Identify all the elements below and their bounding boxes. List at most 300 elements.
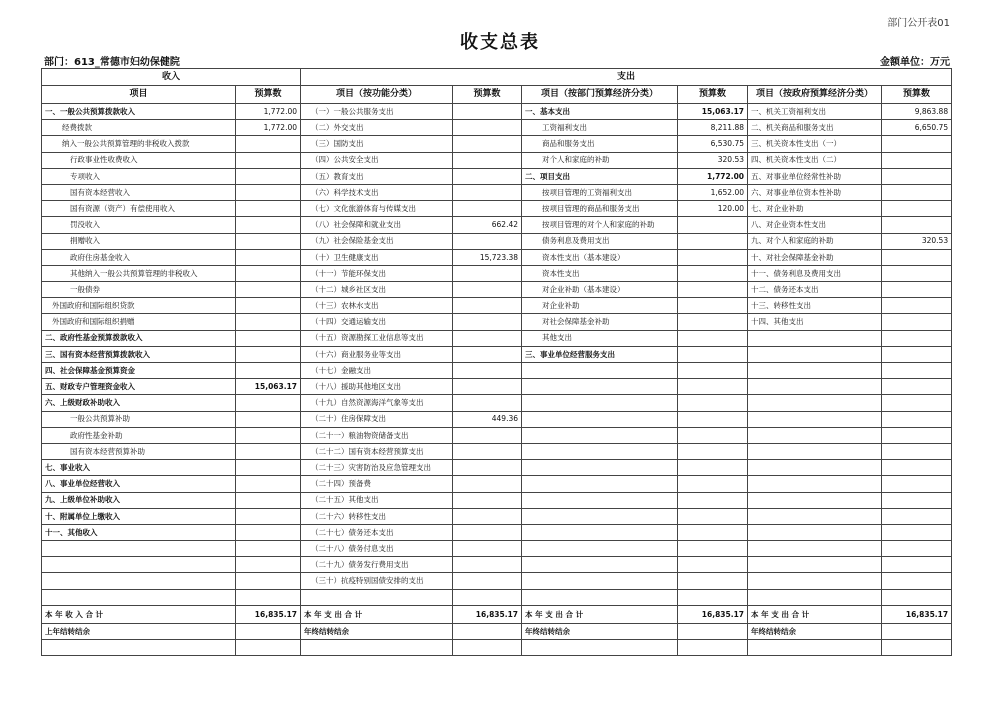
dept-econ-amount — [678, 282, 748, 298]
function-amount — [453, 201, 522, 217]
income-item: 罚没收入 — [42, 217, 236, 233]
income-amount — [236, 524, 301, 540]
gov-econ-amount — [882, 346, 952, 362]
gov-econ-amount — [882, 249, 952, 265]
income-header: 收入 — [42, 69, 301, 86]
income-item: 经费拨款 — [42, 120, 236, 136]
function-item: （十八）援助其他地区支出 — [301, 379, 453, 395]
function-amount — [453, 508, 522, 524]
function-amount — [453, 379, 522, 395]
function-amount — [453, 136, 522, 152]
gov-econ-amount — [882, 379, 952, 395]
income-item: 外国政府和国际组织捐赠 — [42, 314, 236, 330]
unit-label: 金额单位：万元 — [880, 57, 950, 68]
function-amount — [453, 298, 522, 314]
dept-econ-item: 对个人和家庭的补助 — [522, 152, 678, 168]
dept-econ-amount — [678, 557, 748, 573]
total-row — [42, 605, 952, 623]
function-amount: 15,723.38 — [453, 249, 522, 265]
gov-econ-item — [748, 541, 882, 557]
table-row — [42, 265, 952, 281]
dept-econ-amount — [678, 476, 748, 492]
income-amount — [236, 314, 301, 330]
income-item: 十一、其他收入 — [42, 524, 236, 540]
table-cell — [678, 640, 748, 656]
function-amount — [453, 314, 522, 330]
gov-econ-item: 九、对个人和家庭的补助 — [748, 233, 882, 249]
income-amount — [236, 282, 301, 298]
income-item: 一般公共预算补助 — [42, 411, 236, 427]
gov-econ-item: 十一、债务利息及费用支出 — [748, 265, 882, 281]
function-amount — [453, 346, 522, 362]
dept-econ-item: 一、基本支出 — [522, 104, 678, 120]
table-row — [42, 282, 952, 298]
function-amount — [453, 557, 522, 573]
income-item: 专项收入 — [42, 168, 236, 184]
income-amount: 1,772.00 — [236, 104, 301, 120]
gov-econ-amount — [882, 136, 952, 152]
form-number: 部门公开表01 — [887, 18, 950, 29]
function-item: （二）外交支出 — [301, 120, 453, 136]
function-item: （十六）商业服务业等支出 — [301, 346, 453, 362]
gov-econ-amount — [882, 573, 952, 589]
function-amount — [453, 265, 522, 281]
gov-econ-amount: 6,650.75 — [882, 120, 952, 136]
gov-econ-amount — [882, 201, 952, 217]
gov-econ-item: 五、对事业单位经常性补助 — [748, 168, 882, 184]
function-amount — [453, 427, 522, 443]
gov-econ-amount — [882, 460, 952, 476]
gov-econ-item: 十四、其他支出 — [748, 314, 882, 330]
gov-econ-amount — [882, 265, 952, 281]
dept-econ-amount — [678, 411, 748, 427]
function-item: （二十三）灾害防治及应急管理支出 — [301, 460, 453, 476]
income-item: 二、政府性基金预算拨款收入 — [42, 330, 236, 346]
dept-econ-item — [522, 476, 678, 492]
gov-econ-item — [748, 363, 882, 379]
function-item — [301, 589, 453, 605]
table-cell — [453, 640, 522, 656]
income-amount — [236, 589, 301, 605]
dept-econ-item: 按项目管理的工资福利支出 — [522, 184, 678, 200]
income-amount: 15,063.17 — [236, 379, 301, 395]
table-row — [42, 492, 952, 508]
table-cell: 年终结转结余 — [301, 623, 453, 639]
dept-econ-item: 资本性支出 — [522, 265, 678, 281]
table-row — [42, 201, 952, 217]
table-cell — [236, 623, 301, 639]
function-amount — [453, 363, 522, 379]
table-row — [42, 217, 952, 233]
gov-econ-item: 十二、债务还本支出 — [748, 282, 882, 298]
function-amount — [453, 152, 522, 168]
table-row — [42, 508, 952, 524]
dept-econ-amount — [678, 298, 748, 314]
page-title: 收支总表 — [460, 32, 540, 53]
column-header: 预算数 — [236, 86, 301, 104]
gov-econ-amount — [882, 589, 952, 605]
function-amount — [453, 443, 522, 459]
function-item: （二十二）国有资本经营预算支出 — [301, 443, 453, 459]
gov-econ-item: 二、机关商品和服务支出 — [748, 120, 882, 136]
income-amount — [236, 346, 301, 362]
table-row — [42, 443, 952, 459]
dept-econ-item: 商品和服务支出 — [522, 136, 678, 152]
income-amount: 1,772.00 — [236, 120, 301, 136]
dept-econ-item: 对企业补助（基本建设） — [522, 282, 678, 298]
function-amount — [453, 476, 522, 492]
function-item: （十）卫生健康支出 — [301, 249, 453, 265]
column-header: 预算数 — [882, 86, 952, 104]
gov-econ-item — [748, 589, 882, 605]
table-row — [42, 168, 952, 184]
carry-row — [42, 623, 952, 639]
income-item: 国有资本经营收入 — [42, 184, 236, 200]
gov-econ-item — [748, 573, 882, 589]
function-item: （八）社会保障和就业支出 — [301, 217, 453, 233]
gov-econ-amount — [882, 411, 952, 427]
income-amount — [236, 249, 301, 265]
dept-econ-amount — [678, 330, 748, 346]
table-row — [42, 314, 952, 330]
income-amount — [236, 233, 301, 249]
gov-econ-item: 六、对事业单位资本性补助 — [748, 184, 882, 200]
dept-econ-item — [522, 573, 678, 589]
function-item: （二十五）其他支出 — [301, 492, 453, 508]
gov-econ-amount — [882, 476, 952, 492]
table-cell: 16,835.17 — [236, 605, 301, 623]
gov-econ-amount — [882, 217, 952, 233]
dept-econ-amount — [678, 249, 748, 265]
table-row — [42, 557, 952, 573]
income-amount — [236, 136, 301, 152]
dept-econ-amount — [678, 524, 748, 540]
dept-econ-item: 债务利息及费用支出 — [522, 233, 678, 249]
dept-econ-item — [522, 427, 678, 443]
dept-econ-item — [522, 411, 678, 427]
gov-econ-amount — [882, 395, 952, 411]
column-header-row — [42, 86, 952, 104]
department-label: 部门：613_常德市妇幼保健院 — [44, 57, 180, 68]
function-item: （三）国防支出 — [301, 136, 453, 152]
table-cell: 16,835.17 — [453, 605, 522, 623]
income-amount — [236, 298, 301, 314]
table-row — [42, 541, 952, 557]
dept-econ-amount: 15,063.17 — [678, 104, 748, 120]
gov-econ-amount: 9,863.88 — [882, 104, 952, 120]
gov-econ-item — [748, 330, 882, 346]
table-cell: 上年结转结余 — [42, 623, 236, 639]
dept-econ-amount — [678, 573, 748, 589]
table-row — [42, 233, 952, 249]
income-amount — [236, 492, 301, 508]
gov-econ-item — [748, 460, 882, 476]
gov-econ-item — [748, 557, 882, 573]
dept-econ-amount: 6,530.75 — [678, 136, 748, 152]
function-item: （二十）住房保障支出 — [301, 411, 453, 427]
table-cell — [748, 640, 882, 656]
dept-econ-item — [522, 541, 678, 557]
table-row — [42, 395, 952, 411]
function-amount — [453, 282, 522, 298]
dept-econ-item: 工资福利支出 — [522, 120, 678, 136]
dept-econ-item — [522, 492, 678, 508]
dept-econ-amount — [678, 443, 748, 459]
table-row — [42, 524, 952, 540]
dept-econ-amount: 120.00 — [678, 201, 748, 217]
table-cell — [522, 640, 678, 656]
table-cell: 16,835.17 — [882, 605, 952, 623]
function-item: （十九）自然资源海洋气象等支出 — [301, 395, 453, 411]
income-item: 一、一般公共预算拨款收入 — [42, 104, 236, 120]
income-amount — [236, 363, 301, 379]
table-cell: 本 年 支 出 合 计 — [522, 605, 678, 623]
income-item: 行政事业性收费收入 — [42, 152, 236, 168]
table-row — [42, 346, 952, 362]
dept-econ-item: 资本性支出（基本建设） — [522, 249, 678, 265]
function-item: （二十四）预备费 — [301, 476, 453, 492]
income-item: 外国政府和国际组织贷款 — [42, 298, 236, 314]
gov-econ-item — [748, 346, 882, 362]
table-cell: 本 年 收 入 合 计 — [42, 605, 236, 623]
table-row — [42, 120, 952, 136]
table-cell — [678, 623, 748, 639]
table-row — [42, 379, 952, 395]
income-amount — [236, 443, 301, 459]
income-amount — [236, 508, 301, 524]
table-cell: 年终结转结余 — [748, 623, 882, 639]
income-item: 纳入一般公共预算管理的非税收入拨款 — [42, 136, 236, 152]
function-item: （三十）抗疫特别国债安排的支出 — [301, 573, 453, 589]
function-item: （四）公共安全支出 — [301, 152, 453, 168]
dept-econ-amount — [678, 492, 748, 508]
income-amount — [236, 460, 301, 476]
income-item: 一般债券 — [42, 282, 236, 298]
column-header: 项目（按政府预算经济分类） — [748, 86, 882, 104]
income-item: 捐赠收入 — [42, 233, 236, 249]
function-amount — [453, 104, 522, 120]
income-item: 国有资源（资产）有偿使用收入 — [42, 201, 236, 217]
gov-econ-amount — [882, 492, 952, 508]
column-header: 预算数 — [678, 86, 748, 104]
income-item — [42, 589, 236, 605]
gov-econ-item — [748, 395, 882, 411]
income-amount — [236, 541, 301, 557]
function-item: （十一）节能环保支出 — [301, 265, 453, 281]
gov-econ-item: 十三、转移性支出 — [748, 298, 882, 314]
gov-econ-amount — [882, 557, 952, 573]
function-item: （二十一）粮油物资储备支出 — [301, 427, 453, 443]
table-row — [42, 460, 952, 476]
table-cell — [453, 623, 522, 639]
dept-econ-item: 按项目管理的对个人和家庭的补助 — [522, 217, 678, 233]
function-amount — [453, 395, 522, 411]
function-amount — [453, 589, 522, 605]
income-item: 八、事业单位经营收入 — [42, 476, 236, 492]
dept-econ-amount — [678, 363, 748, 379]
section-header-row — [42, 69, 952, 86]
dept-econ-item — [522, 363, 678, 379]
dept-econ-item — [522, 508, 678, 524]
gov-econ-amount — [882, 152, 952, 168]
income-item — [42, 541, 236, 557]
dept-econ-item — [522, 460, 678, 476]
gov-econ-amount — [882, 314, 952, 330]
table-cell — [882, 623, 952, 639]
table-row — [42, 104, 952, 120]
income-amount — [236, 557, 301, 573]
function-item: （十四）交通运输支出 — [301, 314, 453, 330]
table-cell — [882, 640, 952, 656]
table-cell: 年终结转结余 — [522, 623, 678, 639]
function-amount: 449.36 — [453, 411, 522, 427]
income-item — [42, 573, 236, 589]
gov-econ-amount — [882, 443, 952, 459]
income-amount — [236, 427, 301, 443]
gov-econ-amount — [882, 524, 952, 540]
function-item: （六）科学技术支出 — [301, 184, 453, 200]
table-row — [42, 136, 952, 152]
dept-econ-item: 对社会保障基金补助 — [522, 314, 678, 330]
gov-econ-item — [748, 492, 882, 508]
blank-row — [42, 640, 952, 656]
dept-econ-item — [522, 379, 678, 395]
dept-econ-item — [522, 557, 678, 573]
income-item: 七、事业收入 — [42, 460, 236, 476]
table-cell — [301, 640, 453, 656]
function-amount — [453, 460, 522, 476]
income-item: 四、社会保障基金预算资金 — [42, 363, 236, 379]
gov-econ-item: 七、对企业补助 — [748, 201, 882, 217]
income-amount — [236, 573, 301, 589]
gov-econ-item: 一、机关工资福利支出 — [748, 104, 882, 120]
dept-econ-amount — [678, 379, 748, 395]
function-amount: 662.42 — [453, 217, 522, 233]
dept-econ-item — [522, 443, 678, 459]
dept-econ-amount: 1,772.00 — [678, 168, 748, 184]
function-amount — [453, 524, 522, 540]
expense-header: 支出 — [301, 69, 952, 86]
table-row — [42, 330, 952, 346]
income-item: 其他纳入一般公共预算管理的非税收入 — [42, 265, 236, 281]
function-item: （十七）金融支出 — [301, 363, 453, 379]
income-amount — [236, 395, 301, 411]
gov-econ-item — [748, 476, 882, 492]
table-cell — [42, 640, 236, 656]
dept-econ-item — [522, 589, 678, 605]
dept-econ-amount — [678, 217, 748, 233]
income-amount — [236, 265, 301, 281]
income-item: 十、附属单位上缴收入 — [42, 508, 236, 524]
gov-econ-amount — [882, 541, 952, 557]
dept-econ-amount — [678, 427, 748, 443]
dept-econ-amount — [678, 265, 748, 281]
dept-econ-amount — [678, 395, 748, 411]
gov-econ-item — [748, 379, 882, 395]
gov-econ-amount — [882, 298, 952, 314]
income-item: 政府性基金补助 — [42, 427, 236, 443]
dept-econ-item: 二、项目支出 — [522, 168, 678, 184]
function-amount — [453, 330, 522, 346]
income-amount — [236, 411, 301, 427]
income-item: 六、上级财政补助收入 — [42, 395, 236, 411]
function-amount — [453, 120, 522, 136]
table-cell: 本 年 支 出 合 计 — [748, 605, 882, 623]
function-item: （二十七）债务还本支出 — [301, 524, 453, 540]
dept-econ-item: 其他支出 — [522, 330, 678, 346]
dept-econ-amount — [678, 541, 748, 557]
dept-econ-item: 三、事业单位经营服务支出 — [522, 346, 678, 362]
table-row — [42, 476, 952, 492]
function-amount — [453, 541, 522, 557]
dept-econ-amount: 320.53 — [678, 152, 748, 168]
income-amount — [236, 168, 301, 184]
function-amount — [453, 573, 522, 589]
dept-econ-amount — [678, 346, 748, 362]
income-amount — [236, 217, 301, 233]
table-row — [42, 249, 952, 265]
gov-econ-amount: 320.53 — [882, 233, 952, 249]
table-row — [42, 411, 952, 427]
function-item: （十二）城乡社区支出 — [301, 282, 453, 298]
function-amount — [453, 168, 522, 184]
function-amount — [453, 492, 522, 508]
gov-econ-item — [748, 508, 882, 524]
dept-econ-item: 对企业补助 — [522, 298, 678, 314]
column-header: 项目（按功能分类） — [301, 86, 453, 104]
income-amount — [236, 476, 301, 492]
gov-econ-item: 十、对社会保障基金补助 — [748, 249, 882, 265]
column-header: 预算数 — [453, 86, 522, 104]
gov-econ-item — [748, 524, 882, 540]
income-item: 五、财政专户管理资金收入 — [42, 379, 236, 395]
gov-econ-amount — [882, 330, 952, 346]
income-item: 政府住房基金收入 — [42, 249, 236, 265]
function-amount — [453, 184, 522, 200]
dept-econ-amount — [678, 460, 748, 476]
function-item: （七）文化旅游体育与传媒支出 — [301, 201, 453, 217]
income-amount — [236, 152, 301, 168]
table-row — [42, 363, 952, 379]
function-item: （十三）农林水支出 — [301, 298, 453, 314]
income-amount — [236, 184, 301, 200]
function-item: （九）社会保险基金支出 — [301, 233, 453, 249]
table-row — [42, 427, 952, 443]
dept-econ-amount — [678, 589, 748, 605]
table-row — [42, 184, 952, 200]
gov-econ-amount — [882, 184, 952, 200]
income-amount — [236, 330, 301, 346]
income-item — [42, 557, 236, 573]
gov-econ-amount — [882, 168, 952, 184]
gov-econ-amount — [882, 508, 952, 524]
income-amount — [236, 201, 301, 217]
table-row — [42, 573, 952, 589]
dept-econ-amount — [678, 314, 748, 330]
gov-econ-amount — [882, 427, 952, 443]
table-cell — [236, 640, 301, 656]
gov-econ-amount — [882, 282, 952, 298]
income-item: 三、国有资本经营预算拨款收入 — [42, 346, 236, 362]
table-row — [42, 589, 952, 605]
gov-econ-amount — [882, 363, 952, 379]
function-item: （一）一般公共服务支出 — [301, 104, 453, 120]
table-row — [42, 152, 952, 168]
gov-econ-item: 三、机关资本性支出（一） — [748, 136, 882, 152]
function-item: （二十八）债务付息支出 — [301, 541, 453, 557]
table-row — [42, 298, 952, 314]
column-header: 项目（按部门预算经济分类） — [522, 86, 678, 104]
